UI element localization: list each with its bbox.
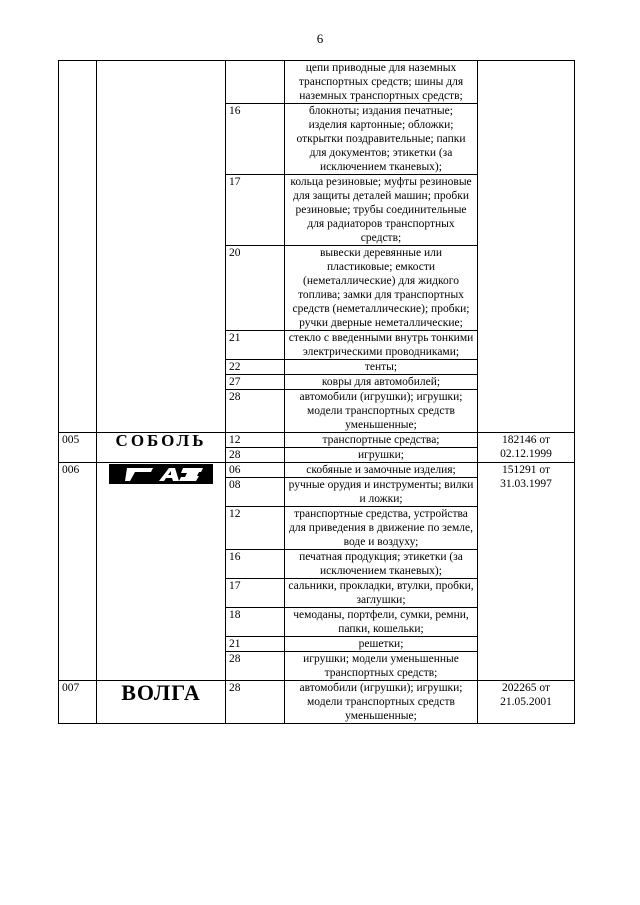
goods-cell: [285, 104, 478, 175]
goods-line: стекло с введенными внутрь тонкими: [288, 332, 474, 344]
goods-cell: [285, 331, 478, 360]
goods-line: средств;: [360, 232, 402, 244]
class-cell: 27: [226, 375, 285, 390]
class-cell: 28: [226, 681, 285, 724]
goods-line: резиновые; трубы соединительные: [295, 204, 467, 216]
class-cell: 16: [226, 104, 285, 175]
goods-line: кольца резиновые; муфты резиновые: [290, 176, 472, 188]
goods-line: исключением тканевых);: [320, 565, 442, 577]
goods-cell: [285, 637, 478, 652]
goods-cell: [285, 433, 478, 448]
page-number: 6: [316, 31, 324, 46]
goods-line: цепи приводные для наземных: [305, 62, 457, 74]
goods-line: средств (неметаллические); пробки;: [292, 303, 470, 315]
class-cell: [226, 61, 285, 104]
registration-date: 31.03.1997: [500, 478, 552, 490]
table-row: [59, 433, 575, 448]
goods-line: модели транспортных средств: [307, 696, 455, 708]
goods-cell: [285, 579, 478, 608]
goods-cell: [285, 507, 478, 550]
registration-number: 151291 от: [502, 464, 550, 476]
class-cell: 08: [226, 478, 285, 507]
class-cell: 16: [226, 550, 285, 579]
goods-line: папки, кошельки;: [338, 623, 424, 635]
class-cell: 28: [226, 448, 285, 463]
trademark-sobol: СОБОЛЬ: [115, 431, 207, 450]
goods-line: для радиаторов транспортных: [307, 218, 455, 230]
gaz-logo: [109, 464, 213, 484]
goods-cell: [285, 246, 478, 331]
goods-cell: [285, 360, 478, 375]
goods-cell: [285, 652, 478, 681]
registration-date: 02.12.1999: [500, 448, 552, 460]
trademark-table: [58, 60, 575, 724]
entry-number: 007: [59, 681, 97, 724]
goods-line: исключением тканевых);: [320, 161, 442, 173]
goods-line: транспортные средства;: [322, 434, 440, 446]
goods-line: уменьшенные;: [345, 419, 417, 431]
goods-line: печатная продукция; этикетки (за: [299, 551, 463, 563]
goods-line: ручные орудия и инструменты; вилки: [288, 479, 474, 491]
goods-cell: [285, 608, 478, 637]
goods-line: пластиковые; емкости: [326, 261, 436, 273]
goods-line: электрическими проводниками;: [302, 346, 460, 358]
goods-cell: [285, 463, 478, 478]
class-cell: 28: [226, 652, 285, 681]
registration-cell: [478, 681, 575, 724]
goods-line: вывески деревянные или: [319, 247, 443, 259]
goods-cell: [285, 375, 478, 390]
goods-line: транспортные средства, устройства: [294, 508, 468, 520]
goods-line: автомобили (игрушки); игрушки;: [299, 682, 463, 694]
class-cell: 28: [226, 390, 285, 433]
class-cell: 17: [226, 175, 285, 246]
entry-number-cell: [59, 61, 97, 433]
class-cell: 18: [226, 608, 285, 637]
goods-cell: [285, 448, 478, 463]
goods-line: модели транспортных средств: [307, 405, 455, 417]
goods-cell: [285, 390, 478, 433]
class-cell: 12: [226, 507, 285, 550]
goods-line: (неметаллические) для жидкого: [303, 275, 459, 287]
goods-cell: [285, 61, 478, 104]
goods-line: и ложки;: [359, 493, 403, 505]
goods-line: блокноты; издания печатные;: [309, 105, 453, 117]
class-cell: 06: [226, 463, 285, 478]
class-cell: 21: [226, 331, 285, 360]
goods-line: для защиты деталей машин; пробки: [292, 190, 470, 202]
goods-line: ковры для автомобилей;: [321, 376, 441, 388]
goods-line: для приведения в движение по земле,: [289, 522, 473, 534]
registration-cell: [478, 61, 575, 433]
goods-line: наземных транспортных средств;: [299, 90, 463, 102]
table-row: [59, 463, 575, 478]
trademark-volga: ВОЛГА: [121, 680, 201, 705]
goods-cell: [285, 681, 478, 724]
goods-cell: [285, 478, 478, 507]
class-cell: 20: [226, 246, 285, 331]
goods-line: транспортных средств; шины для: [298, 76, 464, 88]
entry-number: 006: [59, 463, 97, 681]
goods-line: топлива; замки для транспортных: [298, 289, 464, 301]
goods-line: игрушки; модели уменьшенные: [303, 653, 459, 665]
mark-cell: [97, 61, 226, 433]
goods-cell: [285, 175, 478, 246]
goods-line: скобяные и замочные изделия;: [306, 464, 456, 476]
table-row: [59, 61, 575, 104]
registration-cell: [478, 433, 575, 463]
goods-line: тенты;: [364, 361, 398, 373]
class-cell: 12: [226, 433, 285, 448]
mark-cell: [97, 681, 226, 724]
goods-line: ручки дверные неметаллические;: [299, 317, 463, 329]
goods-line: воде и воздуху;: [343, 536, 419, 548]
registration-date: 21.05.2001: [500, 696, 552, 708]
goods-line: автомобили (игрушки); игрушки;: [299, 391, 463, 403]
registration-number: 202265 от: [502, 682, 550, 694]
goods-line: изделия картонные; обложки;: [308, 119, 454, 131]
class-cell: 17: [226, 579, 285, 608]
goods-line: чемоданы, портфели, сумки, ремни,: [293, 609, 469, 621]
goods-line: решетки;: [358, 638, 404, 650]
entry-number: 005: [59, 433, 97, 463]
registration-number: 182146 от: [502, 434, 550, 446]
table-row: [59, 681, 575, 724]
goods-line: транспортных средств;: [324, 667, 438, 679]
goods-line: заглушки;: [356, 594, 406, 606]
goods-line: открытки поздравительные; папки: [296, 133, 466, 145]
class-cell: 21: [226, 637, 285, 652]
goods-line: сальники, прокладки, втулки, пробки,: [288, 580, 474, 592]
mark-cell: [97, 463, 226, 681]
goods-line: для документов; этикетки (за: [309, 147, 453, 159]
mark-cell: [97, 433, 226, 463]
class-cell: 22: [226, 360, 285, 375]
goods-line: уменьшенные;: [345, 710, 417, 722]
goods-line: игрушки;: [357, 449, 404, 461]
goods-cell: [285, 550, 478, 579]
registration-cell: [478, 463, 575, 681]
